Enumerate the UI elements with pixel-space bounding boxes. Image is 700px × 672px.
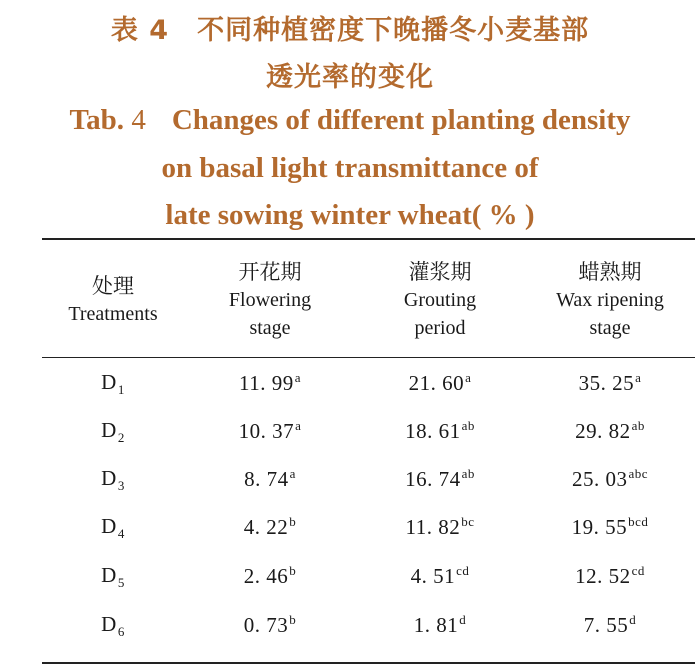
treatment-cell: $D_1$: [101, 370, 125, 397]
header-wax-ripening-en2: stage: [589, 317, 631, 339]
caption-en-line-3: late sowing winter wheat( % ): [165, 199, 535, 231]
table-row: [0, 466, 700, 506]
caption-tab-label: Tab.: [69, 104, 125, 136]
treatment-cell: $D_5$: [101, 563, 125, 590]
header-treatments: [48, 272, 178, 328]
grouting-cell: 18. $61^{ab}$: [405, 418, 475, 443]
wax-ripening-cell: 35. 25$^a$: [578, 370, 642, 395]
header-wax-ripening-en1: Wax ripening: [556, 289, 664, 311]
treatment-cell: $D_3$: [101, 466, 125, 493]
table-row: [0, 370, 700, 410]
grouting-cell: 1. 81$^d$: [413, 612, 467, 637]
table-row: [0, 612, 700, 652]
header-flowering-en2: stage: [249, 317, 291, 339]
flowering-cell: 10. 37$^a$: [238, 418, 302, 443]
wax-ripening-cell: 25. $03^{abc}$: [571, 466, 649, 491]
caption-cn-line-1: 表 4 不同种植密度下晚播冬小麦基部: [110, 15, 590, 46]
caption-tab-number: 4: [131, 104, 146, 136]
treatment-cell: $D_4$: [101, 514, 125, 541]
wax-ripening-cell: 19. $55^{bcd}$: [571, 514, 649, 539]
caption-en-title-1: Changes of different planting density: [171, 104, 631, 136]
caption-en-line-1: [0, 104, 700, 137]
table-row: [0, 418, 700, 458]
flowering-cell: 2. 46$^b$: [243, 563, 297, 588]
flowering-cell: 0. 73$^b$: [243, 612, 297, 637]
table-header-rule: [42, 357, 695, 358]
grouting-cell: 16. $74^{ab}$: [405, 466, 475, 491]
header-wax-ripening-cn: 蜡熟期: [578, 260, 642, 284]
grouting-cell: 21. 60$^a$: [408, 370, 472, 395]
treatment-cell: $D_2$: [101, 418, 125, 445]
header-grouting: [370, 258, 510, 342]
grouting-cell: 11. $82^{bc}$: [405, 514, 475, 539]
flowering-cell: 11. 99$^a$: [238, 370, 301, 395]
header-flowering-cn: 开花期: [238, 260, 302, 284]
wax-ripening-cell: 29. $82^{ab}$: [575, 418, 645, 443]
table-row: [0, 514, 700, 554]
header-treatments-cn: 处理: [92, 274, 134, 298]
flowering-cell: 8. 74$^a$: [244, 466, 296, 491]
table-row: [0, 563, 700, 603]
wax-ripening-cell: 12. $52^{cd}$: [575, 563, 645, 588]
treatment-cell: $D_6$: [101, 612, 125, 639]
table-top-rule: [42, 238, 695, 240]
wax-ripening-cell: 7. 55$^d$: [583, 612, 637, 637]
header-grouting-en2: period: [414, 317, 466, 339]
caption-cn-line-2: 透光率的变化: [266, 62, 434, 93]
header-flowering: [200, 258, 340, 342]
table-bottom-rule: [42, 662, 695, 664]
header-flowering-en1: Flowering: [228, 289, 312, 311]
caption-en-line-2: on basal light transmittance of: [161, 152, 539, 184]
header-grouting-cn: 灌浆期: [408, 260, 472, 284]
flowering-cell: 4. 22$^b$: [243, 514, 297, 539]
header-wax-ripening: [525, 258, 695, 342]
header-treatments-en: Treatments: [68, 303, 158, 325]
header-grouting-en1: Grouting: [403, 289, 477, 311]
grouting-cell: 4. $51^{cd}$: [410, 563, 470, 588]
